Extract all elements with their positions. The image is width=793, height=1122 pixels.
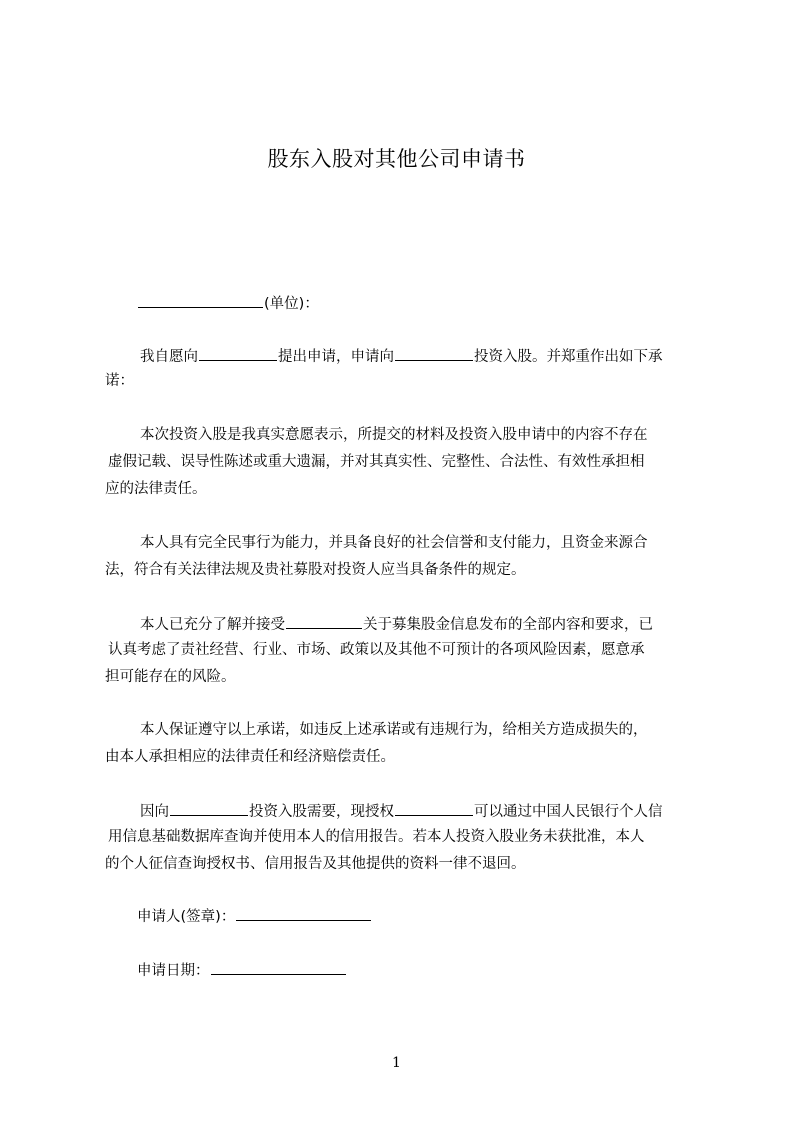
document-title: 股东入股对其他公司申请书 [267, 147, 526, 171]
text: 可以通过中国人民银行个人信 [474, 804, 663, 820]
date-line [137, 959, 737, 981]
paragraph-6-line-3: 的个人征信查询授权书、信用报告及其他提供的资料一律不退回。 [105, 856, 526, 872]
paragraph-1-line-2: 诺： [105, 373, 134, 389]
paragraph-5-line-1: 本人保证遵守以上承诺，如违反上述承诺或有违规行为，给相关方造成损失的， [140, 722, 648, 738]
text: 投资入股需要，现授权 [249, 804, 394, 820]
paragraph-2-line-3: 应的法律责任。 [105, 481, 207, 497]
signature-label: 申请人(签章)： [137, 909, 236, 925]
text: 因向 [140, 804, 169, 820]
investment-target-blank[interactable] [395, 345, 473, 361]
paragraph-2-line-1: 本次投资入股是我真实意愿表示，所提交的材料及投资入股申请中的内容不存在 [140, 427, 648, 443]
paragraph-3-line-2: 法，符合有关法律法规及贵社募股对投资人应当具备条件的规定。 [105, 562, 526, 578]
paragraph-6-line-1 [140, 800, 740, 822]
paragraph-3-line-1: 本人具有完全民事行为能力，并具备良好的社会信誉和支付能力，且资金来源合 [140, 535, 648, 551]
text: 提出申请，申请向 [278, 349, 394, 365]
paragraph-5-line-2: 由本人承担相应的法律责任和经济赔偿责任。 [105, 749, 395, 765]
date-blank[interactable] [211, 959, 346, 975]
unit-label: (单位)： [264, 296, 319, 312]
paragraph-4-line-1 [140, 613, 740, 635]
text: 我自愿向 [140, 349, 198, 365]
paragraph-1-line-1 [140, 345, 740, 367]
page-number: 1 [392, 1055, 401, 1071]
paragraph-4-line-3: 担可能存在的风险。 [105, 669, 236, 685]
date-label: 申请日期： [137, 963, 210, 979]
cooperative-name-blank[interactable] [286, 613, 362, 629]
investment-company-blank[interactable] [170, 800, 248, 816]
text: 投资入股。并郑重作出如下承 [474, 349, 663, 365]
unit-blank[interactable] [138, 292, 263, 308]
unit-line [137, 292, 737, 314]
signature-line [137, 905, 737, 927]
authorized-party-blank[interactable] [395, 800, 473, 816]
signature-blank[interactable] [236, 905, 371, 921]
paragraph-2-line-2: 虚假记载、误导性陈述或重大遗漏，并对其真实性、完整性、合法性、有效性承担相 [108, 454, 645, 470]
paragraph-6-line-2: 用信息基础数据库查询并使用本人的信用报告。若本人投资入股业务未获批准，本人 [108, 829, 645, 845]
paragraph-4-line-2: 认真考虑了责社经营、行业、市场、政策以及其他不可预计的各项风险因素，愿意承 [108, 642, 645, 658]
text: 关于募集股金信息发布的全部内容和要求，已 [363, 617, 653, 633]
text: 本人已充分了解并接受 [140, 617, 285, 633]
applicant-target-blank[interactable] [199, 345, 277, 361]
